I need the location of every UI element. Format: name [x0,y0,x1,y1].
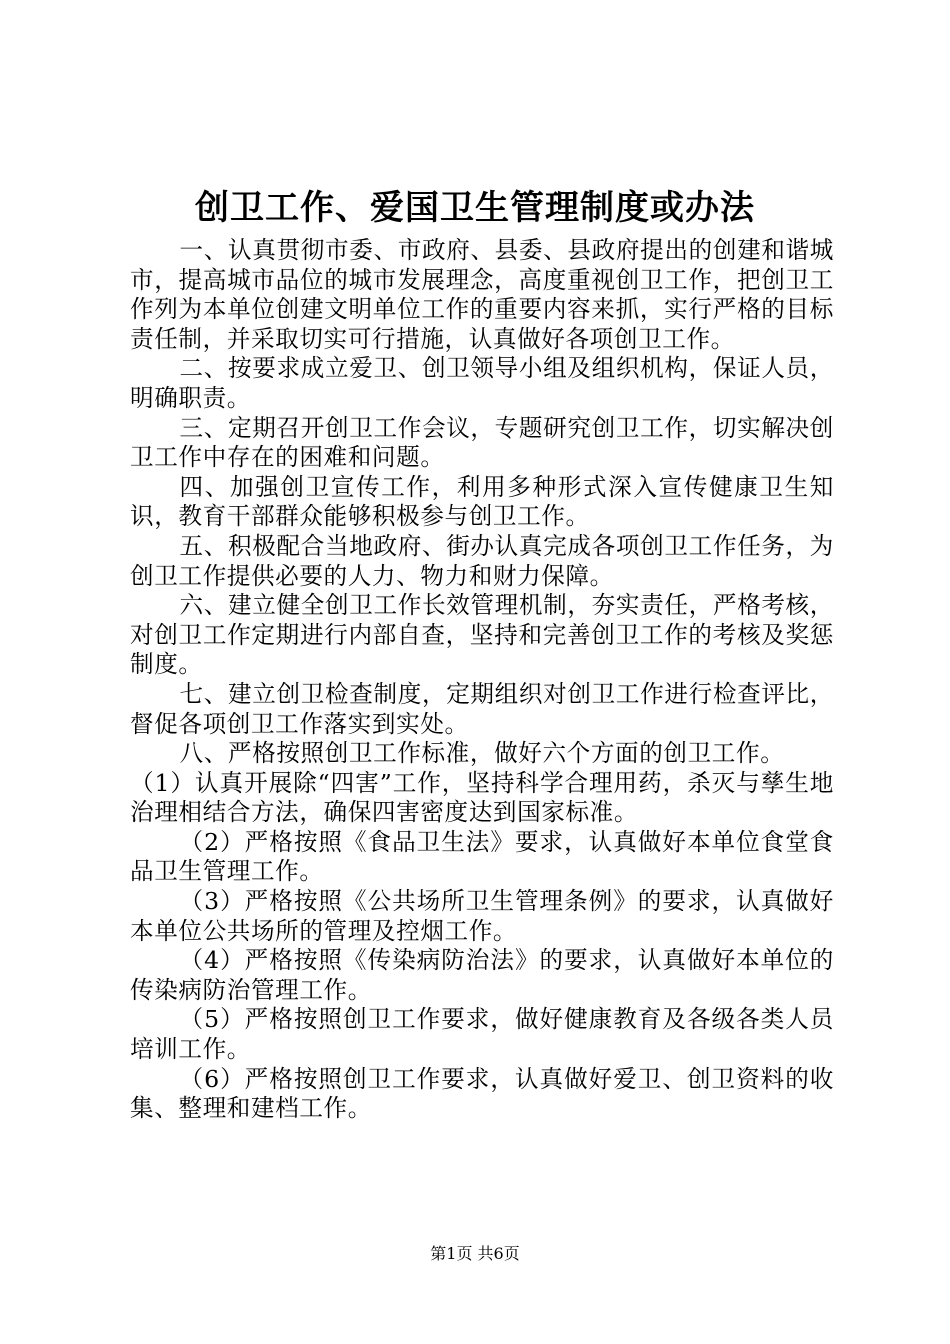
sub-item-3: （3）严格按照《公共场所卫生管理条例》的要求，认真做好本单位公共场所的管理及控烟工作。 [130,887,834,945]
paragraph-3: 三、定期召开创卫工作会议，专题研究创卫工作，切实解决创卫工作中存在的困难和问题。 [130,413,834,472]
paragraph-6: 六、建立健全创卫工作长效管理机制，夯实责任，严格考核，对创卫工作定期进行内部自查，坚持和完善创卫工作的考核及奖惩制度。 [130,591,834,679]
paragraph-7: 七、建立创卫检查制度，定期组织对创卫工作进行检查评比，督促各项创卫工作落实到实处。 [130,679,834,738]
paragraph-2: 二、按要求成立爱卫、创卫领导小组及组织机构，保证人员，明确职责。 [130,354,834,412]
sub-item-5: （5）严格按照创卫工作要求，做好健康教育及各级各类人员培训工作。 [130,1005,834,1064]
document-title: 创卫工作、爱国卫生管理制度或办法 [195,188,755,228]
paragraph-4: 四、加强创卫宣传工作，利用多种形式深入宣传健康卫生知识，教育干部群众能够积极参与创卫工作。 [130,472,834,531]
page-number: 第1页 共6页 [430,1244,520,1263]
document-body [130,236,834,1124]
sub-item-1: （1）认真开展除“四害”工作，坚持科学合理用药，杀灭与孳生地治理相结合方法，确保四害密度达到国家标准。 [130,768,834,827]
paragraph-8: 八、严格按照创卫工作标准，做好六个方面的创卫工作。 [179,739,785,768]
sub-item-4: （4）严格按照《传染病防治法》的要求，认真做好本单位的传染病防治管理工作。 [130,946,834,1004]
paragraph-5: 五、积极配合当地政府、街办认真完成各项创卫工作任务，为创卫工作提供必要的人力、物力和财力保障。 [130,531,834,590]
sub-item-2: （2）严格按照《食品卫生法》要求，认真做好本单位食堂食品卫生管理工作。 [130,827,834,886]
sub-item-6: （6）严格按照创卫工作要求，认真做好爱卫、创卫资料的收集、整理和建档工作。 [130,1064,834,1123]
paragraph-1: 一、认真贯彻市委、市政府、县委、县政府提出的创建和谐城市，提高城市品位的城市发展理念，高度重视创卫工作，把创卫工作列为本单位创建文明单位工作的重要内容来抓，实行严格的目标责任制，并采取切实可行措施，认真做好各项创卫工作。 [130,236,834,353]
